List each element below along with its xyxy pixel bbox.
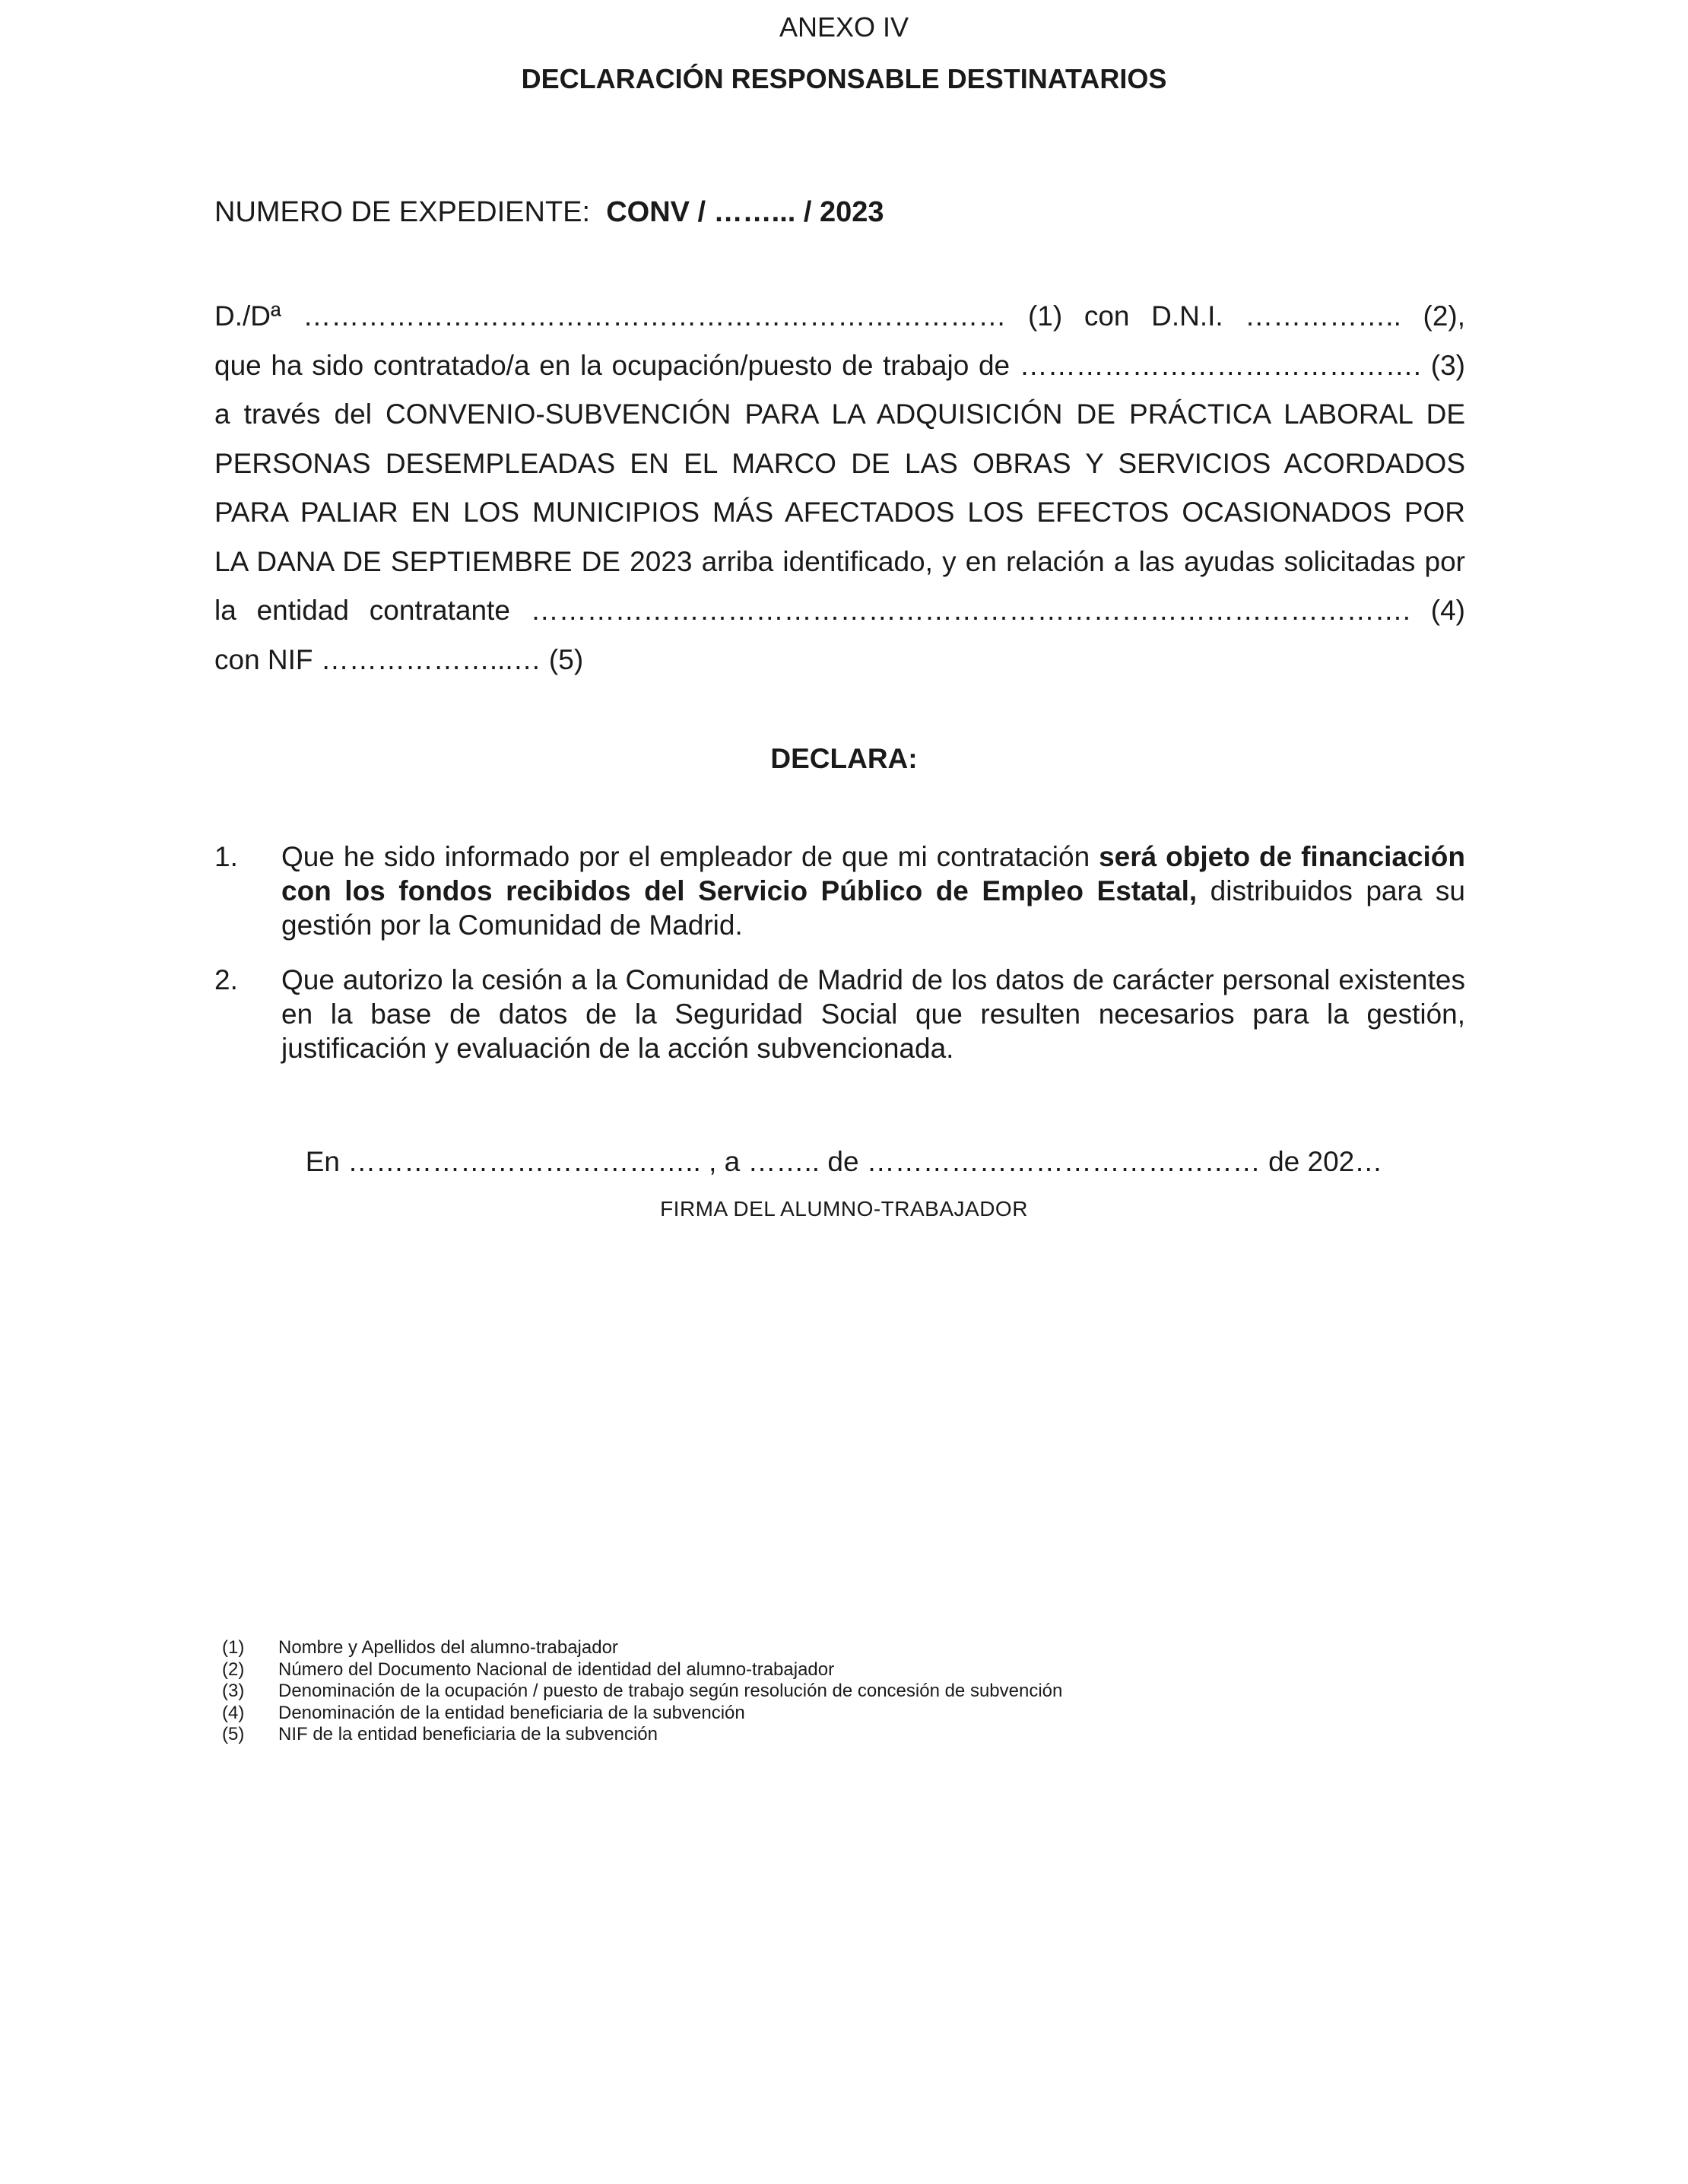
footnote-text: Nombre y Apellidos del alumno-trabajador	[278, 1637, 618, 1658]
place-date-line: En ……………………………….. , a …….. de …………………………………… de 202…	[305, 1146, 1383, 1177]
footnote	[222, 1703, 1062, 1725]
footnote-text: NIF de la entidad beneficiaria de la subvención	[278, 1724, 658, 1744]
footnote-ref: (4)	[222, 1702, 245, 1723]
intro-line-4: PERSONAS DESEMPLEADAS EN EL MARCO DE LAS OBRAS Y SERVICIOS ACORDADOS	[214, 447, 1465, 479]
footnote-ref: (1)	[222, 1637, 245, 1658]
footnote	[222, 1659, 1062, 1681]
expediente-value: CONV / ……... / 2023	[606, 196, 884, 228]
expediente-line	[214, 195, 884, 230]
declaration-item-2	[214, 963, 1465, 1065]
footnote-text: Denominación de la ocupación / puesto de trabajo según resolución de concesión de subvención	[278, 1681, 1063, 1701]
intro-line-3: a través del CONVENIO-SUBVENCIÓN PARA LA ADQUISICIÓN DE PRÁCTICA LABORAL DE	[214, 398, 1465, 430]
footnote	[222, 1724, 1062, 1746]
item-text-after: distribuidos para su gestión por la Comunidad de Madrid.	[281, 875, 1465, 941]
intro-line-5: PARA PALIAR EN LOS MUNICIPIOS MÁS AFECTADOS LOS EFECTOS OCASIONADOS POR	[214, 497, 1465, 528]
footnote	[222, 1681, 1062, 1703]
item-text: Que autorizo la cesión a la Comunidad de Madrid de los datos de carácter personal existentes en la base de datos de la Seguridad Social que resulten necesarios para la gestión, justificación y evaluación de la acción subvencionada.	[281, 964, 1465, 1064]
intro-line-1: D./Dª ………………………………………………………………… (1) con D.N.I. …………….. (2),	[214, 300, 1465, 332]
footnote-text: Denominación de la entidad beneficiaria de la subvención	[278, 1702, 745, 1723]
item-number: 2.	[214, 964, 238, 995]
intro-line-2: que ha sido contratado/a en la ocupación/puesto de trabajo de ……………………………………. (3)	[214, 349, 1465, 381]
declarant-paragraph	[214, 292, 1465, 684]
intro-line-8: con NIF ………………...… (5)	[214, 643, 584, 675]
declaration-list	[214, 840, 1465, 1086]
intro-line-6: LA DANA DE SEPTIEMBRE DE 2023 arriba identificado, y en relación a las ayudas solicitadas por	[214, 545, 1465, 577]
declara-heading: DECLARA:	[770, 743, 918, 774]
expediente-label: NUMERO DE EXPEDIENTE:	[214, 196, 591, 228]
declaration-item-1	[214, 840, 1465, 942]
annex-label: ANEXO IV	[779, 11, 909, 43]
signature-label: FIRMA DEL ALUMNO-TRABAJADOR	[660, 1197, 1028, 1221]
item-text-bold: será objeto de financiación con los fondos recibidos del Servicio Público de Empleo Estatal,	[281, 841, 1465, 906]
document-title: DECLARACIÓN RESPONSABLE DESTINATARIOS	[521, 63, 1167, 94]
footnote-ref: (2)	[222, 1659, 245, 1680]
footnote-text: Número del Documento Nacional de identidad del alumno-trabajador	[278, 1659, 835, 1680]
item-text-before: Que he sido informado por el empleador de que mi contratación	[281, 841, 1099, 872]
intro-line-7: la entidad contratante …………………………………………………………………………………. (4)	[214, 595, 1465, 626]
footnote-ref: (3)	[222, 1681, 245, 1701]
footnote-ref: (5)	[222, 1724, 245, 1744]
item-number: 1.	[214, 841, 238, 872]
footnote	[222, 1637, 1062, 1659]
footnotes	[222, 1637, 1062, 1746]
